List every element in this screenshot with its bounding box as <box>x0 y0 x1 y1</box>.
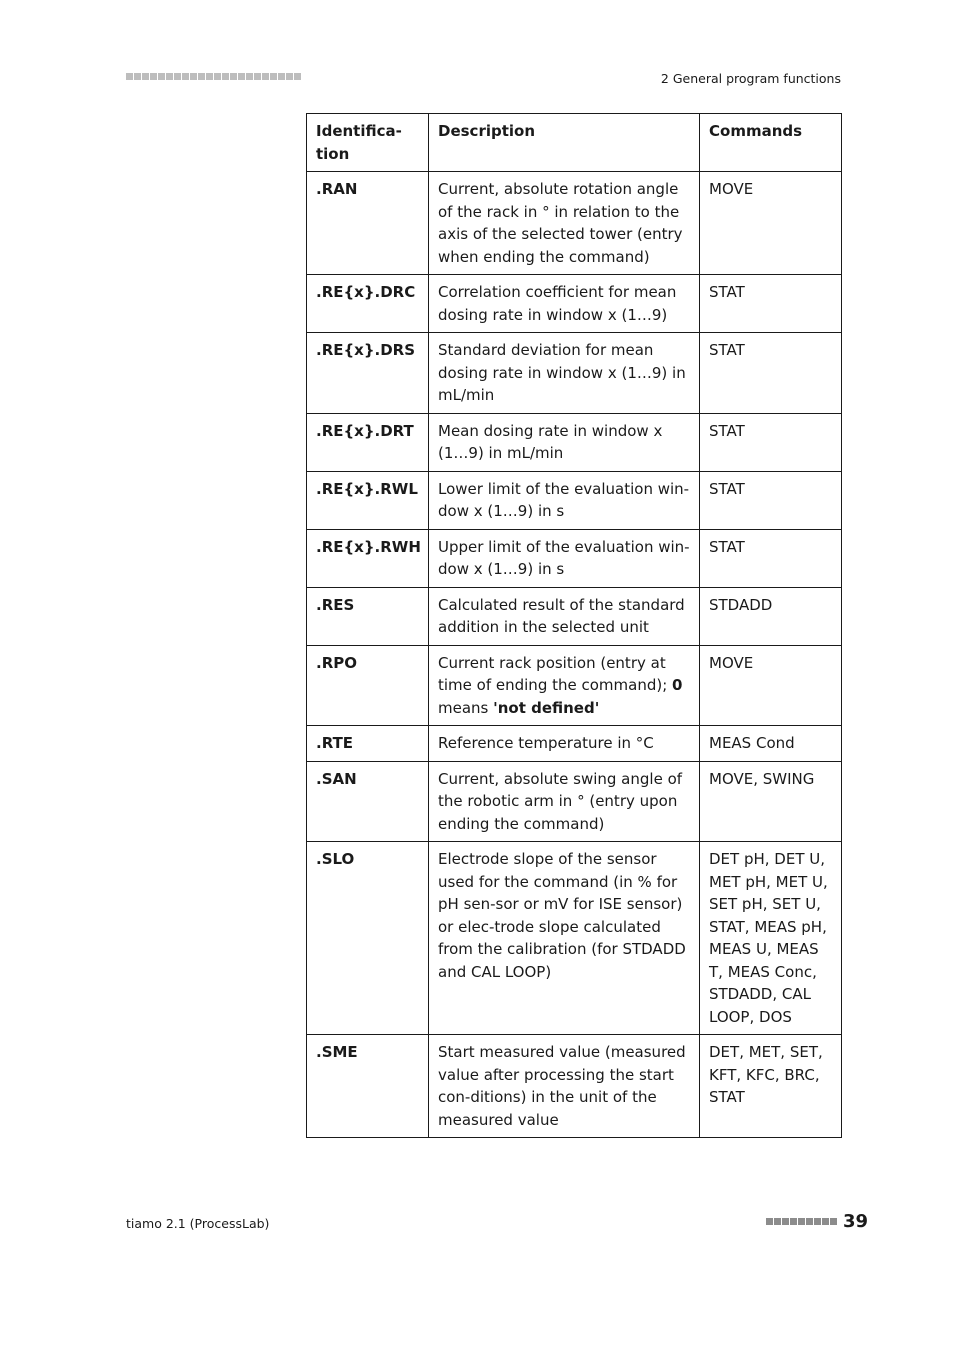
row-identification: .RPO <box>307 645 429 726</box>
row-description: Correlation coefficient for mean dosing rate in window x (1…9) <box>429 275 700 333</box>
table-row <box>307 172 842 275</box>
row-commands: DET, MET, SET, KFT, KFC, BRC, STAT <box>700 1035 842 1138</box>
row-description: Mean dosing rate in window x (1…9) in mL/min <box>429 413 700 471</box>
row-commands: MOVE, SWING <box>700 761 842 842</box>
table-row <box>307 587 842 645</box>
row-description: Standard deviation for mean dosing rate in window x (1…9) in mL/min <box>429 333 700 414</box>
table-row <box>307 275 842 333</box>
table-row <box>307 761 842 842</box>
variables-table <box>306 113 842 1138</box>
row-description: Current, absolute swing angle of the robotic arm in ° (entry upon ending the command) <box>429 761 700 842</box>
row-commands: STAT <box>700 413 842 471</box>
row-identification: .RAN <box>307 172 429 275</box>
table-row <box>307 529 842 587</box>
row-description: Calculated result of the standard addition in the selected unit <box>429 587 700 645</box>
footer-decoration-dots <box>766 1218 837 1225</box>
table-row <box>307 842 842 1035</box>
row-description <box>429 645 700 726</box>
row-identification: .RES <box>307 587 429 645</box>
row-commands: STAT <box>700 333 842 414</box>
table-header-row <box>307 114 842 172</box>
table-row <box>307 1035 842 1138</box>
table-row <box>307 413 842 471</box>
row-description: Lower limit of the evaluation win-dow x (1…9) in s <box>429 471 700 529</box>
description-text: Current rack position (entry at time of ending the command); <box>438 653 673 694</box>
row-description: Electrode slope of the sensor used for the command (in % for pH sen-sor or mV for ISE sensor) or elec-trode slope calculated from the calibration (for STDADD and CAL LOOP) <box>429 842 700 1035</box>
row-commands: STAT <box>700 471 842 529</box>
row-description: Start measured value (measured value after processing the start con-ditions) in the unit of the measured value <box>429 1035 700 1138</box>
row-identification: .RE{x}.RWL <box>307 471 429 529</box>
row-identification: .SAN <box>307 761 429 842</box>
description-term-bold: 'not defined' <box>493 698 600 717</box>
row-commands: MOVE <box>700 172 842 275</box>
description-value-bold: 0 <box>672 676 683 694</box>
table-row <box>307 333 842 414</box>
table-row <box>307 471 842 529</box>
row-identification: .RE{x}.DRT <box>307 413 429 471</box>
table-row <box>307 645 842 726</box>
running-header-section: 2 General program functions <box>660 71 841 86</box>
footer-page-marker <box>766 1211 868 1232</box>
row-identification: .RE{x}.DRS <box>307 333 429 414</box>
row-commands: STDADD <box>700 587 842 645</box>
column-header-identification: Identifica- tion <box>307 114 429 172</box>
row-commands: MEAS Cond <box>700 726 842 762</box>
row-commands: DET pH, DET U, MET pH, MET U, SET pH, SET U, STAT, MEAS pH, MEAS U, MEAS T, MEAS Conc, STDADD, CAL LOOP, DOS <box>700 842 842 1035</box>
row-identification: .RE{x}.RWH <box>307 529 429 587</box>
row-identification: .RE{x}.DRC <box>307 275 429 333</box>
table-row <box>307 726 842 762</box>
row-identification: .SME <box>307 1035 429 1138</box>
row-description: Upper limit of the evaluation win-dow x (1…9) in s <box>429 529 700 587</box>
row-commands: STAT <box>700 275 842 333</box>
row-identification: .SLO <box>307 842 429 1035</box>
footer-product-name: tiamo 2.1 (ProcessLab) <box>126 1216 270 1231</box>
description-text: means <box>438 698 494 717</box>
row-description: Current, absolute rotation angle of the rack in ° in relation to the axis of the selected tower (entry when ending the command) <box>429 172 700 275</box>
page-number: 39 <box>842 1211 868 1232</box>
column-header-commands: Commands <box>700 114 842 172</box>
column-header-description: Description <box>429 114 700 172</box>
row-commands: MOVE <box>700 645 842 726</box>
row-description: Reference temperature in °C <box>429 726 700 762</box>
header-decoration-dots <box>126 73 301 80</box>
row-commands: STAT <box>700 529 842 587</box>
row-identification: .RTE <box>307 726 429 762</box>
